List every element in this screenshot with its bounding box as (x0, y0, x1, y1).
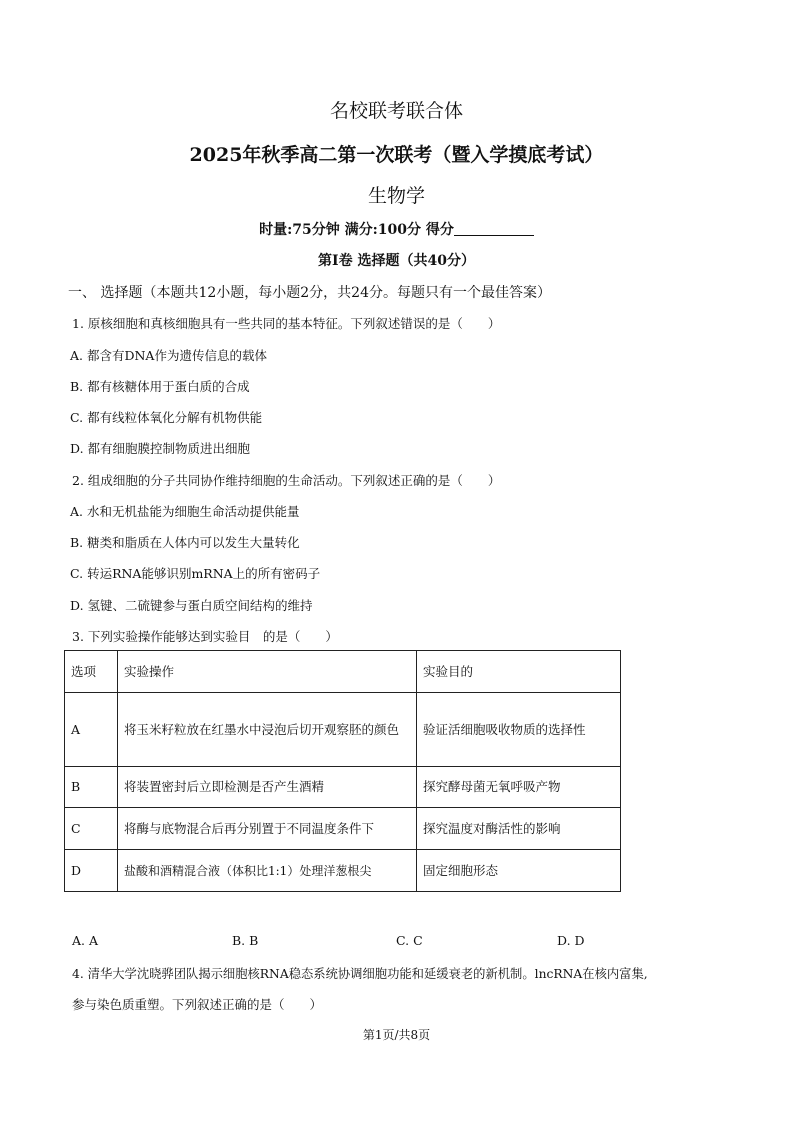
table-cell: 固定细胞形态 (417, 850, 621, 892)
question-3-answer-a: A. A (72, 933, 99, 948)
table-cell: 将酶与底物混合后再分别置于不同温度条件下 (118, 808, 417, 850)
question-1-option-c: C. 都有线粒体氧化分解有机物供能 (70, 410, 263, 425)
exam-subject: 生物学 (367, 185, 425, 207)
table-cell: 探究酵母菌无氧呼吸产物 (417, 767, 621, 808)
question-4-stem-line-2: 参与染色质重塑。下列叙述正确的是（ ） (72, 997, 323, 1012)
question-2-stem: 2. 组成细胞的分子共同协作维持细胞的生命活动。下列叙述正确的是（ ） (72, 473, 501, 488)
exam-title: 2025年秋季高二第一次联考（暨入学摸底考试） (189, 144, 604, 166)
question-1-option-d: D. 都有细胞膜控制物质进出细胞 (70, 441, 251, 456)
exam-info (0, 219, 793, 239)
question-1-stem: 1. 原核细胞和真核细胞具有一些共同的基本特征。下列叙述错误的是（ ） (72, 316, 501, 331)
table-cell: C (65, 808, 118, 850)
score-blank (454, 221, 534, 236)
table-header-cell: 实验目的 (417, 651, 621, 693)
table-row (65, 693, 621, 767)
question-3-stem: 3. 下列实验操作能够达到实验目 的是（ ） (72, 629, 338, 644)
section-title: 一、 选择题（本题共12小题，每小题2分，共24分。每题只有一个最佳答案） (68, 285, 551, 301)
table-cell: 探究温度对酶活性的影响 (417, 808, 621, 850)
question-2-option-a: A. 水和无机盐能为细胞生命活动提供能量 (70, 504, 300, 519)
exam-organization: 名校联考联合体 (329, 100, 463, 122)
question-2-option-d: D. 氢键、二硫键参与蛋白质空间结构的维持 (70, 598, 313, 613)
exam-info-text: 时量:75分钟 满分:100分 得分 (259, 222, 454, 238)
question-4-stem-line-1: 4. 清华大学沈晓骅团队揭示细胞核RNA稳态系统协调细胞功能和延缓衰老的新机制。lncRNA在核内富集, (72, 967, 648, 981)
table-cell: 将装置密封后立即检测是否产生酒精 (118, 767, 417, 808)
question-3-answer-c: C. C (396, 933, 423, 948)
table-cell: D (65, 850, 118, 892)
experiment-table (64, 650, 621, 892)
table-header-cell: 选项 (65, 651, 118, 693)
question-2-option-c: C. 转运RNA能够识别mRNA上的所有密码子 (70, 566, 321, 581)
table-row (65, 767, 621, 808)
table-cell: 盐酸和酒精混合液（体积比1:1）处理洋葱根尖 (118, 850, 417, 892)
table-cell: 将玉米籽粒放在红墨水中浸泡后切开观察胚的颜色 (118, 693, 417, 767)
question-3-answer-d: D. D (557, 933, 585, 948)
question-2-option-b: B. 糖类和脂质在人体内可以发生大量转化 (70, 535, 300, 550)
table-cell: B (65, 767, 118, 808)
part-title: 第Ⅰ卷 选择题（共40分） (318, 253, 475, 269)
table-header-row (65, 651, 621, 693)
table-row (65, 808, 621, 850)
question-3-answer-b: B. B (232, 933, 259, 948)
table-cell: 验证活细胞吸收物质的选择性 (417, 693, 621, 767)
table-row (65, 850, 621, 892)
page-footer: 第1页/共8页 (362, 1028, 431, 1042)
table-header-cell: 实验操作 (118, 651, 417, 693)
table-cell: A (65, 693, 118, 767)
question-1-option-a: A. 都含有DNA作为遗传信息的载体 (70, 348, 267, 363)
question-1-option-b: B. 都有核糖体用于蛋白质的合成 (70, 379, 250, 394)
